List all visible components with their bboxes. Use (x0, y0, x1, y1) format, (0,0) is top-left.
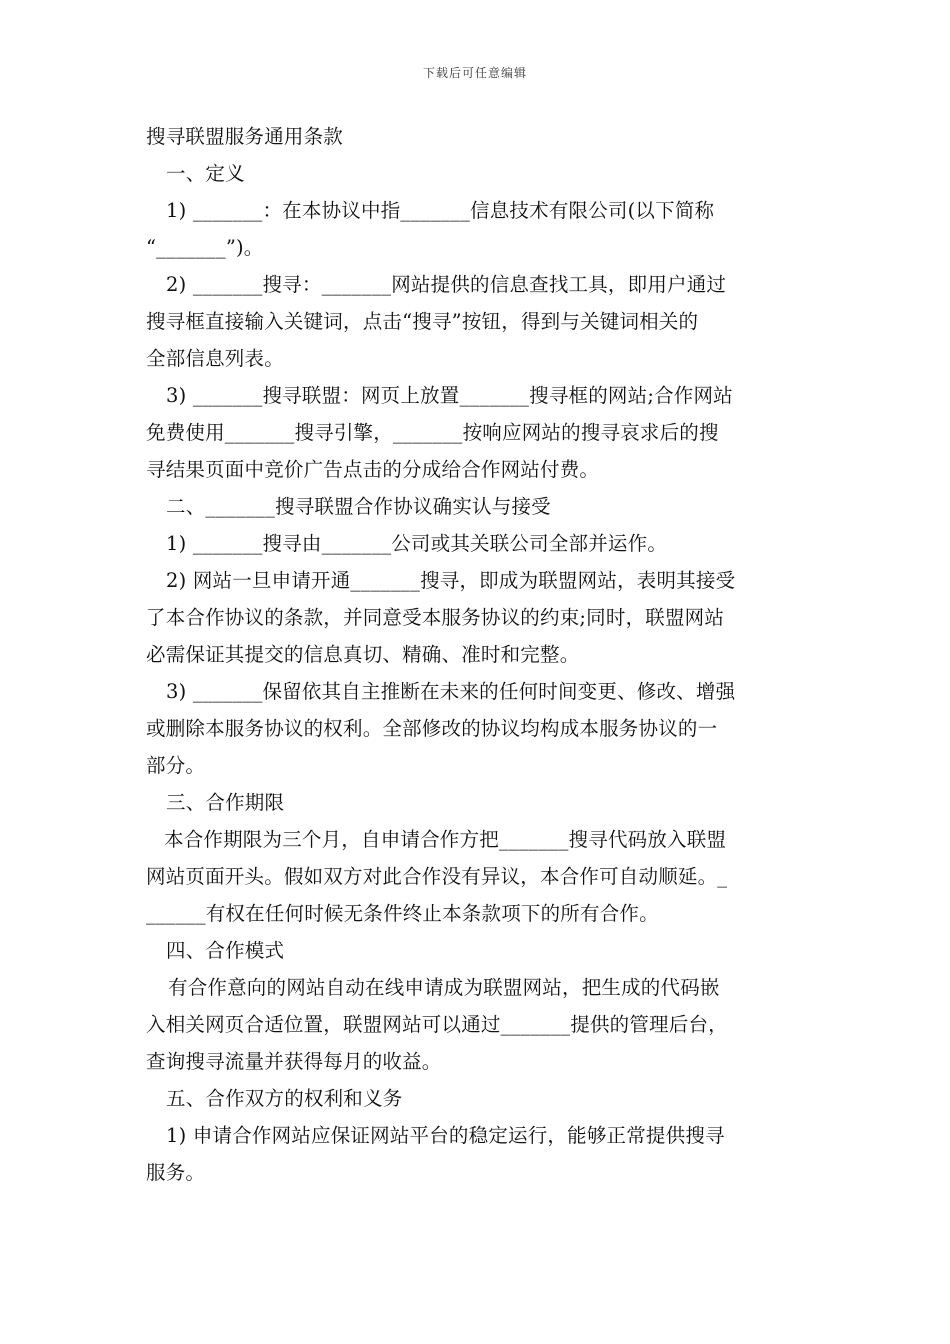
document-title: 搜寻联盟服务通用条款 (146, 125, 344, 148)
paragraph-line: 必需保证其提交的信息真切、精确、准时和完整。 (146, 643, 580, 666)
paragraph-line: 部分。 (146, 754, 206, 777)
paragraph-line: 1) _______：在本协议中指_______信息技术有限公司(以下简称 (166, 199, 715, 222)
paragraph-line: 网站页面开头。假如双方对此合作没有异议，本合作可自动顺延。_ (146, 865, 728, 888)
header-note: 下载后可任意编辑 (422, 66, 527, 80)
paragraph-line: 1) 申请合作网站应保证网站平台的稳定运行，能够正常提供搜寻 (166, 1124, 725, 1147)
paragraph-line: 3) _______保留依其自主推断在未来的任何时间变更、修改、增强 (166, 680, 736, 703)
section-heading: 五、合作双方的权利和义务 (166, 1087, 403, 1110)
paragraph-line: 了本合作协议的条款，并同意受本服务协议的约束;同时，联盟网站 (146, 606, 725, 629)
paragraph-line: 或删除本服务协议的权利。全部修改的协议均构成本服务协议的一 (146, 717, 718, 740)
paragraph-line: 寻结果页面中竞价广告点击的分成给合作网站付费。 (146, 458, 600, 481)
section-heading: 四、合作模式 (166, 939, 285, 962)
paragraph-line: 查询搜寻流量并获得每月的收益。 (146, 1050, 442, 1073)
paragraph-line: 入相关网页合适位置，联盟网站可以通过_______提供的管理后台， (146, 1013, 728, 1036)
paragraph-line: 1) _______搜寻由_______公司或其关联公司全部并运作。 (166, 532, 668, 555)
paragraph-line: 有合作意向的网站自动在线申请成为联盟网站，把生成的代码嵌 (168, 976, 720, 999)
section-heading: 一、定义 (166, 162, 245, 185)
paragraph-line: 2) 网站一旦申请开通_______搜寻，即成为联盟网站，表明其接受 (166, 569, 736, 592)
paragraph-line: “_______”)。 (146, 236, 264, 259)
document-body (146, 118, 806, 1191)
section-heading: 三、合作期限 (166, 791, 285, 814)
paragraph-line: 服务。 (146, 1161, 206, 1184)
paragraph-line: 免费使用_______搜寻引擎，_______按响应网站的搜寻哀求后的搜 (146, 421, 719, 444)
paragraph-line: 全部信息列表。 (146, 347, 284, 370)
paragraph-line: 搜寻框直接输入关键词，点击“搜寻”按钮，得到与关键词相关的 (146, 310, 699, 333)
paragraph-line: ______有权在任何时候无条件终止本条款项下的所有合作。 (146, 902, 659, 925)
paragraph-line: 本合作期限为三个月，自申请合作方把_______搜寻代码放入联盟 (164, 828, 727, 851)
paragraph-line: 3) _______搜寻联盟：网页上放置_______搜寻框的网站;合作网站 (166, 384, 733, 407)
section-heading: 二、_______搜寻联盟合作协议确实认与接受 (166, 495, 551, 518)
paragraph-line: 2) _______搜寻：_______网站提供的信息查找工具，即用户通过 (166, 273, 727, 296)
